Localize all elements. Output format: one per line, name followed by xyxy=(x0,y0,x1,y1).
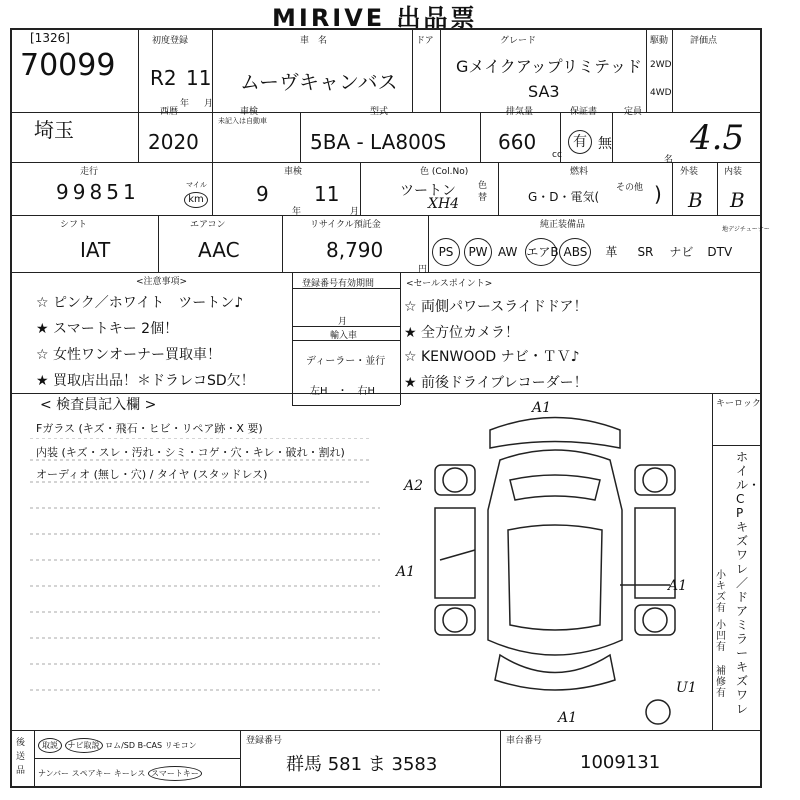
fuel-label: 燃料 xyxy=(570,167,589,177)
chassis: 1009131 xyxy=(580,752,661,773)
aircon-label: エアコン xyxy=(190,220,226,230)
interior-grade: B xyxy=(730,188,745,212)
equipment-dtv: DTV xyxy=(707,245,733,259)
inspector-line: オーディオ (無し・穴) / タイヤ (スタッドレス) xyxy=(36,468,268,481)
car-diagram xyxy=(400,400,710,730)
equipment-sr: SR xyxy=(637,245,654,259)
equipment-label: 純正装備品 xyxy=(540,220,586,230)
sales-line: ★ 前後ドライブレコーダー！ xyxy=(404,375,588,391)
shaken-year-unit: 年 xyxy=(292,207,302,217)
extra-smart-key: スマートキー xyxy=(148,766,202,781)
registration-era: R2 xyxy=(150,66,177,90)
tuner-label: 地デジチューナー xyxy=(722,226,770,233)
equipment-navi: ナビ xyxy=(669,245,694,259)
mark-a1-left: A1 xyxy=(396,564,416,580)
model-label: 型式 xyxy=(370,107,389,117)
sales-label: <セールスポイント> xyxy=(406,279,493,289)
warranty-label: 保証書 xyxy=(570,107,598,117)
right-note-small: 小キズ有 xyxy=(716,570,726,614)
drive-2wd: 2WD xyxy=(650,60,672,70)
fuel-close: ) xyxy=(654,182,662,206)
color-label: 色 (Col.No) xyxy=(420,167,469,177)
mileage-digit: 8 xyxy=(89,180,107,204)
note-line: ☆ 女性ワンオーナー買取車！ xyxy=(36,347,222,363)
sales-line: ★ 全方位カメラ！ xyxy=(404,325,520,341)
equipment-abs: ABS xyxy=(559,238,591,266)
sales-line: ☆ KENWOOD ナビ・ＴＶ♪ xyxy=(404,349,580,365)
capacity-unit: 名 xyxy=(664,155,674,165)
extras-label: 後送品 xyxy=(16,738,26,776)
score-value: 4.5 xyxy=(690,118,745,158)
equipment-pw: PW xyxy=(464,238,492,266)
extra-spare-key: スペアキー xyxy=(71,769,112,778)
shaken-month-unit: 月 xyxy=(350,207,360,217)
cc-unit: cc xyxy=(552,150,562,160)
recycle-unit: 円 xyxy=(418,265,428,275)
shaken-label: 車検 xyxy=(284,167,303,177)
car-name-label: 車 名 xyxy=(300,36,328,46)
mileage-digit: 9 xyxy=(56,180,73,204)
capacity-label: 定員 xyxy=(624,107,643,117)
extras-bottom xyxy=(38,766,202,781)
model-code: 5BA - LA800S xyxy=(310,130,447,154)
month-unit: 月 xyxy=(204,99,214,109)
note-line: ☆ ピンク／ホワイト ツートン♪ xyxy=(36,295,244,311)
inspector-line: Fガラス (キズ・飛石・ヒビ・リペア跡・X 要) xyxy=(36,422,263,435)
equipment-aw: AW xyxy=(498,245,518,259)
equipment-leather: 革 xyxy=(605,245,618,259)
equipment-ps: PS xyxy=(432,238,460,266)
mileage-digit: 9 xyxy=(72,180,90,204)
extras-top xyxy=(38,738,197,753)
shaken-month: 11 xyxy=(314,182,340,206)
handle: 左H ・ 右H xyxy=(310,386,376,397)
extra-remote: リモコン xyxy=(164,741,197,750)
color-change-label: 色替 xyxy=(478,181,488,203)
ruled-lines xyxy=(30,438,400,708)
interior-label: 内装 xyxy=(724,167,743,177)
grade-label: グレード xyxy=(500,36,537,46)
inspection-note: 未記入は自動車 xyxy=(218,117,267,125)
score-label: 評価点 xyxy=(690,36,718,46)
plate-label: 登録番号 xyxy=(246,736,283,746)
mark-a1-top: A1 xyxy=(532,400,552,416)
mileage-label: 走行 xyxy=(80,167,99,177)
notes-label: <注意事項> xyxy=(136,277,188,287)
color-code: XH4 xyxy=(428,196,460,212)
warranty-yes: 有 xyxy=(568,130,592,154)
sales-line: ☆ 両側パワースライドドア！ xyxy=(404,299,588,315)
lot-bracket: [1326] xyxy=(30,31,70,45)
displacement: 660 xyxy=(498,130,537,154)
inspector-label: < 検査員記入欄 > xyxy=(40,397,157,413)
equipment-airbag: エアB xyxy=(525,238,557,266)
mileage-unit-label: マイル xyxy=(186,181,207,189)
right-note-small: 小凹有 xyxy=(716,620,726,653)
shift: IAT xyxy=(80,238,111,262)
mark-u1: U1 xyxy=(676,680,697,696)
year-unit: 年 xyxy=(180,99,190,109)
recycle-label: リサイクル預託金 xyxy=(310,220,381,230)
reg-expiry-label: 登録番号有効期間 xyxy=(302,279,375,289)
right-note: ホイル・CPキズ ワレ／ドアミラーキズ ワレ xyxy=(736,450,761,716)
note-line: ★ スマートキー 2個！ xyxy=(36,321,179,337)
western-label: 西暦 xyxy=(160,107,179,117)
recycle: 8,790 xyxy=(326,238,384,262)
drive-label: 駆動 xyxy=(650,36,669,46)
plate: 群馬 581 ま 3583 xyxy=(286,754,438,775)
exterior-label: 外装 xyxy=(680,167,699,177)
extra-navi-manual: ナビ取説 xyxy=(65,738,103,753)
mark-a1-bottom: A1 xyxy=(558,710,578,726)
dealer: ディーラー・並行 xyxy=(306,356,386,367)
mileage-digits xyxy=(56,180,140,204)
fuel-text: G・D・電気( xyxy=(528,190,600,204)
shift-label: シフト xyxy=(60,220,88,230)
right-note-small: 補修有 xyxy=(716,666,726,699)
extra-bcas: B-CAS xyxy=(137,741,163,750)
equipment-list xyxy=(432,238,732,266)
year: 2020 xyxy=(148,130,199,154)
door-label: ドア xyxy=(416,36,434,46)
model-year-label: 初度登録 xyxy=(152,36,189,46)
prefecture: 埼玉 xyxy=(34,118,74,142)
page-title: MIRIVE 出品票 xyxy=(272,4,478,32)
mileage-km: km xyxy=(184,192,208,208)
displacement-label: 排気量 xyxy=(506,107,534,117)
mark-a2: A2 xyxy=(404,478,424,494)
mileage-digit: 5 xyxy=(106,180,123,204)
keylock-label: キーロック xyxy=(716,399,761,409)
warranty-no: 無 xyxy=(598,136,612,152)
extra-rom: ロム/SD xyxy=(105,741,136,750)
shaken-year: 9 xyxy=(256,182,269,206)
note-line: ★ 買取店出品！＊ドラレコSD欠！ xyxy=(36,373,255,389)
fuel-other: その他 xyxy=(616,183,644,193)
grade-line2: SA3 xyxy=(528,82,560,101)
chassis-label: 車台番号 xyxy=(506,736,543,746)
car-name: ムーヴキャンバス xyxy=(240,70,398,94)
import-label: 輸入車 xyxy=(330,331,358,341)
aircon: AAC xyxy=(198,238,240,262)
expiry-month-label: 月 xyxy=(338,317,348,327)
mileage-digit: 1 xyxy=(122,180,140,204)
registration-month: 11 xyxy=(186,66,212,90)
inspector-line: 内装 (キズ・スレ・汚れ・シミ・コゲ・穴・キレ・破れ・割れ) xyxy=(36,446,345,459)
lot-number: 70099 xyxy=(20,48,116,83)
inspection-label: 車検 xyxy=(240,107,259,117)
extra-plate: ナンバー xyxy=(38,769,70,778)
extra-manual: 取説 xyxy=(38,738,62,753)
drive-4wd: 4WD xyxy=(650,88,672,98)
grade-line1: Gメイクアップリミテッド xyxy=(456,57,642,76)
extra-keyless: キーレス xyxy=(113,769,146,778)
mark-a1-right: A1 xyxy=(668,578,688,594)
color: ツートン xyxy=(400,183,456,199)
exterior-grade: B xyxy=(688,188,703,212)
